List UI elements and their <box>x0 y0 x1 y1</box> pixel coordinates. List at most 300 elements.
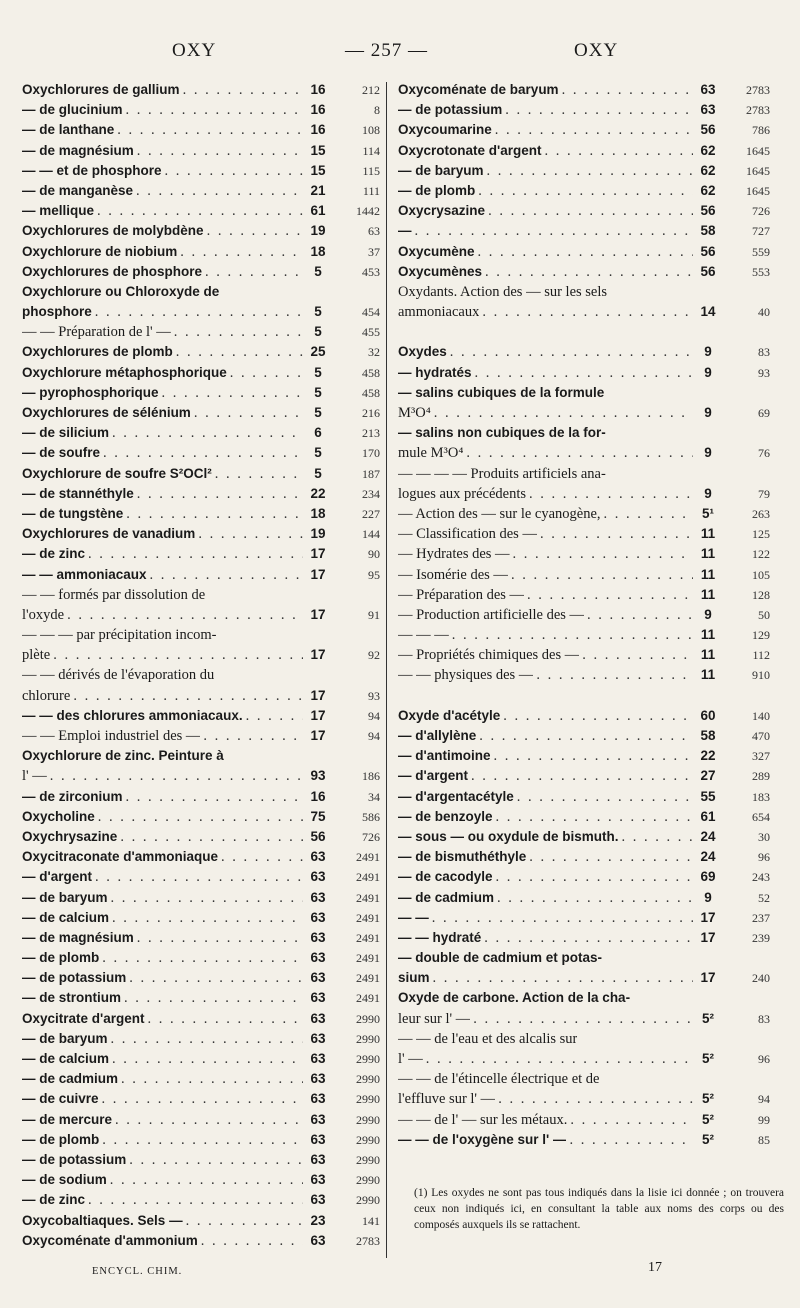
entry-page: 99 <box>758 1112 770 1127</box>
leader-dots <box>582 645 693 665</box>
entry-volume: 75 <box>310 808 326 824</box>
leader-dots <box>426 1049 693 1069</box>
leader-dots <box>562 80 693 100</box>
entry-volume: 11 <box>700 546 716 562</box>
entry-term: Oxycoumarine <box>398 122 492 138</box>
index-entry <box>22 948 380 968</box>
leader-dots <box>496 807 693 827</box>
entry-term: — — de l'oxygène sur l' — <box>398 1131 567 1147</box>
leader-dots <box>183 80 303 100</box>
entry-term: Oxychlorure de zinc. Peinture à <box>22 748 224 764</box>
entry-term: — de plomb <box>22 1131 100 1147</box>
index-entry <box>22 888 380 908</box>
entry-volume: 11 <box>700 526 716 542</box>
entry-page: 455 <box>362 325 380 340</box>
entry-term: l' — <box>398 1051 423 1067</box>
entry-page: 125 <box>752 527 770 542</box>
entry-term: — — — <box>398 627 449 644</box>
entry-page: 83 <box>758 1011 770 1026</box>
leader-dots <box>485 262 693 282</box>
entry-volume: 63 <box>310 849 326 865</box>
entry-page: 454 <box>362 305 380 320</box>
entry-page: 96 <box>758 850 770 865</box>
index-entry <box>22 282 380 302</box>
entry-volume: 17 <box>310 687 326 703</box>
index-entry <box>22 1029 380 1049</box>
leader-dots <box>498 1089 693 1109</box>
entry-page: 105 <box>752 567 770 582</box>
entry-volume: 19 <box>310 526 326 542</box>
entry-term: mule M³O⁴ <box>398 445 464 462</box>
entry-volume: 16 <box>310 82 326 97</box>
entry-page: 2990 <box>356 1092 380 1107</box>
entry-term: Oxychlorures de molybdène <box>22 223 204 239</box>
footer-signature: ENCYCL. CHIM. <box>92 1266 183 1277</box>
running-head-right: OXY <box>574 40 619 61</box>
index-entry <box>398 1029 770 1049</box>
leader-dots <box>569 1130 693 1150</box>
entry-term: l'oxyde <box>22 606 65 623</box>
leader-dots <box>129 968 303 988</box>
index-entry <box>398 524 770 544</box>
entry-page: 2990 <box>356 1132 380 1147</box>
entry-page: 458 <box>362 365 380 380</box>
entry-page: 2990 <box>356 1112 380 1127</box>
entry-page: 95 <box>368 567 380 582</box>
entry-term: — sous — ou oxydule de bismuth. <box>398 828 619 844</box>
entry-term: Oxychlorures de phosphore <box>22 263 203 279</box>
leader-dots <box>180 242 303 262</box>
entry-volume: 22 <box>700 748 716 764</box>
index-entry <box>22 262 380 282</box>
entry-volume: 17 <box>310 566 326 582</box>
leader-dots <box>111 1029 303 1049</box>
entry-term: — double de cadmium et potas- <box>398 950 603 966</box>
index-entry <box>398 1069 770 1089</box>
entry-term: Oxychlorures de gallium <box>22 82 180 97</box>
entry-page: 2491 <box>356 850 380 865</box>
index-entry <box>398 988 770 1008</box>
index-column-left <box>22 80 380 1251</box>
leader-dots <box>478 242 693 262</box>
entry-volume: 21 <box>310 182 326 198</box>
entry-volume: 63 <box>310 1091 326 1107</box>
entry-term: — de zirconium <box>22 788 123 804</box>
entry-volume: 56 <box>700 122 716 138</box>
entry-term: — Production artificielle des — <box>398 606 585 623</box>
leader-dots <box>471 766 693 786</box>
entry-volume: 5 <box>314 364 322 380</box>
index-entry <box>22 1211 380 1231</box>
entry-volume: 63 <box>310 1232 326 1248</box>
index-entry <box>22 827 380 847</box>
footer-sheet-number: 17 <box>648 1260 662 1275</box>
entry-term: — de baryum <box>22 889 108 905</box>
index-entry <box>22 464 380 484</box>
entry-term: — — — par précipitation incom- <box>22 627 217 644</box>
entry-page: 94 <box>368 708 380 723</box>
leader-dots <box>432 908 693 928</box>
entry-term: plète <box>22 647 51 664</box>
entry-volume: 9 <box>704 485 712 501</box>
index-entry <box>398 1049 770 1069</box>
leader-dots <box>434 403 693 423</box>
entry-volume: 5 <box>314 465 322 481</box>
index-entry <box>22 1231 380 1251</box>
leader-dots <box>148 1009 303 1029</box>
entry-volume: 63 <box>310 1051 326 1066</box>
entry-volume: 16 <box>310 102 326 118</box>
index-entry <box>22 100 380 120</box>
index-entry <box>398 363 770 383</box>
entry-volume: 69 <box>700 869 716 885</box>
entry-term: — de plomb <box>398 182 476 198</box>
index-entry <box>22 928 380 948</box>
index-entry <box>22 787 380 807</box>
leader-dots <box>450 342 693 362</box>
entry-page: 170 <box>362 446 380 461</box>
entry-term: — d'antimoine <box>398 748 491 764</box>
index-entry <box>22 645 380 665</box>
index-entry <box>22 302 380 322</box>
index-entry <box>398 544 770 564</box>
index-entry <box>22 504 380 524</box>
index-entry <box>22 585 380 605</box>
index-entry <box>22 908 380 928</box>
entry-term: — de lanthane <box>22 122 115 138</box>
entry-volume: 62 <box>700 162 716 178</box>
entry-term: — de magnésium <box>22 142 134 158</box>
index-entry <box>398 746 770 766</box>
entry-page: 128 <box>752 587 770 602</box>
entry-term: Oxycrotonate d'argent <box>398 142 542 158</box>
entry-volume: 17 <box>700 929 716 945</box>
entry-term: — salins cubiques de la formule <box>398 384 605 400</box>
entry-term: sium <box>398 970 430 986</box>
entry-volume: 56 <box>700 203 716 219</box>
entry-page: 52 <box>758 890 770 905</box>
entry-page: 96 <box>758 1052 770 1066</box>
entry-volume: 9 <box>704 364 712 380</box>
index-entry <box>22 807 380 827</box>
index-entry <box>398 1009 770 1029</box>
entry-term: Oxycholine <box>22 808 95 824</box>
entry-term: Oxycitraconate d'ammoniaque <box>22 849 219 865</box>
entry-page: 69 <box>758 406 770 420</box>
entry-term: — de magnésium <box>22 929 134 945</box>
entry-term: Oxycitrate d'argent <box>22 1010 145 1026</box>
index-entry <box>398 504 770 524</box>
entry-volume: 6 <box>314 425 322 441</box>
entry-page: 327 <box>752 749 770 764</box>
index-entry <box>398 605 770 625</box>
entry-term: — — Emploi industriel des — <box>22 728 201 744</box>
entry-page: 243 <box>752 870 770 885</box>
entry-page: 129 <box>752 628 770 643</box>
entry-volume: 60 <box>700 707 716 723</box>
index-entry <box>398 443 770 463</box>
entry-term: — — et de phosphore <box>22 162 162 178</box>
index-entry <box>22 1130 380 1150</box>
index-entry <box>398 383 770 403</box>
entry-page: 76 <box>758 446 770 461</box>
entry-page: 32 <box>368 345 380 360</box>
entry-page: 83 <box>758 345 770 360</box>
index-entry <box>398 827 770 847</box>
leader-dots <box>475 363 693 383</box>
leader-dots <box>186 1211 303 1231</box>
index-entry <box>22 544 380 564</box>
entry-page: 2491 <box>356 910 380 925</box>
entry-page: 227 <box>362 506 380 521</box>
entry-page: 1645 <box>746 143 770 158</box>
entry-volume: 17 <box>310 606 326 622</box>
entry-term: — — de l' — sur les métaux. <box>398 1111 568 1128</box>
entry-volume: 5² <box>701 1010 714 1026</box>
leader-dots <box>112 908 303 928</box>
entry-page: 216 <box>362 406 380 420</box>
leader-dots <box>487 161 693 181</box>
entry-term: — Hydrates des — <box>398 546 510 563</box>
entry-volume: 63 <box>310 1030 326 1046</box>
leader-dots <box>529 847 693 867</box>
entry-volume: 11 <box>700 566 716 582</box>
entry-volume: 5 <box>314 445 322 461</box>
leader-dots <box>466 443 693 463</box>
entry-page: 112 <box>752 648 770 663</box>
entry-page: 2491 <box>356 930 380 945</box>
leader-dots <box>165 161 303 181</box>
index-entry <box>398 100 770 120</box>
index-entry <box>398 141 770 161</box>
entry-term: — de silicium <box>22 425 110 441</box>
leader-dots <box>121 1069 303 1089</box>
entry-volume: 62 <box>700 182 716 198</box>
entry-page: 183 <box>752 789 770 804</box>
index-entry <box>398 201 770 221</box>
entry-volume: 5 <box>314 324 322 340</box>
leader-dots <box>88 544 303 564</box>
entry-volume: 58 <box>700 223 716 239</box>
entry-volume: 16 <box>310 122 326 138</box>
index-entry <box>398 80 770 100</box>
leader-dots <box>137 141 303 161</box>
leader-dots <box>221 847 303 867</box>
entry-volume: 17 <box>700 970 716 986</box>
entry-volume: 5¹ <box>701 505 714 521</box>
entry-page: 122 <box>752 547 770 562</box>
entry-volume: 11 <box>700 647 716 663</box>
leader-dots <box>433 968 693 988</box>
entry-term: — de zinc <box>22 546 86 562</box>
index-entry <box>398 242 770 262</box>
entry-term: — de cadmium <box>398 889 495 905</box>
entry-page: 212 <box>362 83 380 97</box>
entry-volume: 5 <box>314 263 322 279</box>
entry-volume: 24 <box>700 828 716 844</box>
leader-dots <box>95 302 303 322</box>
entry-term: l'effluve sur l' — <box>398 1091 496 1108</box>
entry-term: — — de l'eau et des alcalis sur <box>398 1030 578 1047</box>
entry-page: 453 <box>362 264 380 279</box>
leader-dots <box>124 988 303 1008</box>
entry-volume: 27 <box>700 768 716 784</box>
index-entry <box>398 282 770 302</box>
index-entry <box>22 120 380 140</box>
entry-volume: 63 <box>310 990 326 1006</box>
running-head-left: OXY <box>172 40 217 61</box>
index-entry <box>22 342 380 362</box>
entry-term: — — formés par dissolution de <box>22 586 206 603</box>
entry-term: — — — — Produits artificiels ana- <box>398 465 606 482</box>
entry-term: — de benzoyle <box>398 808 493 824</box>
entry-term: — d'argent <box>22 869 92 885</box>
leader-dots <box>215 464 303 484</box>
entry-volume: 63 <box>310 1111 326 1127</box>
entry-page: 586 <box>362 809 380 824</box>
entry-term: Oxychlorures de vanadium <box>22 526 196 542</box>
entry-volume: 63 <box>310 909 326 925</box>
leader-dots <box>126 504 303 524</box>
leader-dots <box>176 342 303 362</box>
index-entry <box>22 686 380 706</box>
entry-term: Oxydes <box>398 344 447 360</box>
index-entry <box>398 948 770 968</box>
entry-page: 1442 <box>356 204 380 219</box>
entry-page: 2491 <box>356 991 380 1006</box>
index-entry <box>22 766 380 786</box>
index-entry <box>398 464 770 484</box>
entry-volume: 61 <box>700 808 716 824</box>
leader-dots <box>102 948 303 968</box>
entry-term: — de tungstène <box>22 505 124 521</box>
index-entry <box>22 423 380 443</box>
leader-dots <box>50 766 303 786</box>
leader-dots <box>473 1009 693 1029</box>
entry-volume: 55 <box>700 788 716 804</box>
entry-volume: 56 <box>310 828 326 844</box>
entry-term: — Classification des — <box>398 526 537 543</box>
entry-page: 654 <box>752 809 770 824</box>
index-entry <box>22 746 380 766</box>
entry-page: 213 <box>362 426 380 441</box>
leader-dots <box>536 665 693 685</box>
index-entry <box>22 242 380 262</box>
leader-dots <box>246 706 303 726</box>
entry-page: 2491 <box>356 971 380 986</box>
leader-dots <box>497 888 693 908</box>
entry-volume: 24 <box>700 849 716 865</box>
leader-dots <box>511 565 693 585</box>
entry-term: — de baryum <box>398 162 484 178</box>
index-entry <box>22 968 380 988</box>
entry-page: 40 <box>758 305 770 320</box>
leader-dots <box>102 1089 303 1109</box>
entry-term: — de calcium <box>22 909 110 925</box>
index-entry <box>22 1170 380 1190</box>
index-entry <box>398 1130 770 1150</box>
entry-volume: 5² <box>701 1131 714 1147</box>
leader-dots <box>517 787 693 807</box>
entry-volume: 63 <box>310 1151 326 1167</box>
index-entry <box>398 726 770 746</box>
entry-page: 94 <box>758 1092 770 1107</box>
entry-page: 111 <box>362 183 380 198</box>
index-entry <box>398 484 770 504</box>
index-entry <box>22 988 380 1008</box>
entry-term: Oxychlorure de niobium <box>22 243 178 259</box>
entry-term: — de cacodyle <box>398 869 493 885</box>
leader-dots <box>529 484 693 504</box>
entry-term: — — dérivés de l'évaporation du <box>22 667 215 684</box>
entry-page: 93 <box>758 365 770 380</box>
index-entry <box>22 201 380 221</box>
index-entry <box>398 262 770 282</box>
entry-volume: 17 <box>310 728 326 743</box>
entry-term: — — Préparation de l' — <box>22 324 171 341</box>
leader-dots <box>527 585 693 605</box>
entry-term: — salins non cubiques de la for- <box>398 425 606 441</box>
entry-page: 34 <box>368 789 380 804</box>
spacer <box>398 686 770 706</box>
entry-page: 187 <box>362 466 380 481</box>
index-entry <box>398 342 770 362</box>
index-entry <box>22 141 380 161</box>
entry-volume: 5 <box>314 405 322 420</box>
entry-term: phosphore <box>22 304 92 320</box>
index-entry <box>22 1150 380 1170</box>
leader-dots <box>137 928 303 948</box>
entry-page: 553 <box>752 264 770 279</box>
entry-term: Oxychlorure ou Chloroxyde de <box>22 283 220 299</box>
leader-dots <box>452 625 693 645</box>
column-divider <box>386 82 387 1258</box>
index-entry <box>22 443 380 463</box>
entry-volume: 9 <box>704 445 712 461</box>
entry-page: 50 <box>758 607 770 622</box>
entry-page: 92 <box>368 648 380 663</box>
leader-dots <box>488 201 693 221</box>
index-entry <box>22 665 380 685</box>
entry-page: 726 <box>362 829 380 844</box>
entry-volume: 5² <box>701 1111 714 1127</box>
entry-term: Oxycrysazine <box>398 203 486 219</box>
entry-term: — de cuivre <box>22 1091 99 1107</box>
entry-page: 115 <box>362 163 380 178</box>
index-entry <box>22 221 380 241</box>
index-entry <box>22 1049 380 1069</box>
leader-dots <box>98 807 303 827</box>
entry-term: — de potassium <box>22 1151 127 1167</box>
index-entry <box>398 625 770 645</box>
leader-dots <box>115 1110 303 1130</box>
entry-page: 726 <box>752 204 770 219</box>
index-entry <box>22 565 380 585</box>
entry-term: — Action des — sur le cyanogène, <box>398 505 601 522</box>
leader-dots <box>112 423 303 443</box>
leader-dots <box>150 565 303 585</box>
entry-page: 141 <box>362 1213 380 1228</box>
entry-page: 470 <box>752 729 770 743</box>
entry-term: — d'allylène <box>398 728 477 743</box>
entry-page: 2783 <box>746 103 770 118</box>
leader-dots <box>110 1170 303 1190</box>
index-entry <box>398 120 770 140</box>
entry-volume: 15 <box>310 142 326 158</box>
index-entry <box>398 787 770 807</box>
entry-term: ammoniacaux <box>398 304 480 321</box>
leader-dots <box>545 141 694 161</box>
